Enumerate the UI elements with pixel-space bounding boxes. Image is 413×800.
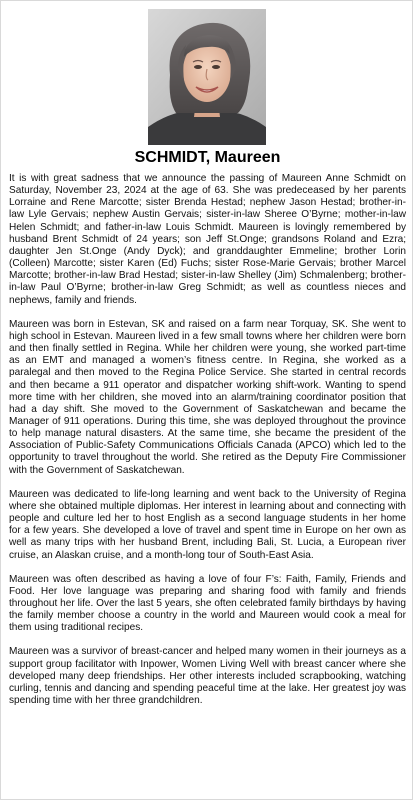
deceased-name: SCHMIDT, Maureen [134, 149, 281, 166]
portrait-photo [148, 9, 266, 145]
paragraph-life-career: Maureen was born in Estevan, SK and raised on a farm near Torquay, SK. She went to high school in Estevan. Maureen lived in a few small towns where her children were born and then finally settled in Regina. While her children were young, she worked part-time as an EMT and managed a women’s fitness centre. In Regina, she worked as a paralegal and then moved to the Regina Police Service. She started in central records and then became a 911 operator and dispatcher working shift-work. Wanting to spend more time with her children, she moved into an alarm/training coordinator position that had a day shift. She moved to the Government of Saskatchewan and became the Manager of 911 operations. During this time, she was deployed throughout the province to help manage natural disasters. At the same time, she became the president of the Association of Public-Safety Communications Officials Canada (APCO) which led to the opportunity to travel throughout the world. She retired as the Deputy Fire Commissioner with the Government of Saskatchewan. [9, 318, 406, 476]
paragraph-family: It is with great sadness that we announce the passing of Maureen Anne Schmidt on Saturday, November 23, 2024 at the age of 63. She was predeceased by her parents Lorraine and Rene Marcotte; sister Brenda Hestad; nephew Jason Hestad; brother-in-law Lyle Gervais; nephew Austin Gervais; sister-in-law Sheree O’Byrne; mother-in-law Helen Schmidt; and father-in-law Louis Schmidt. Maureen is lovingly remembered by husband Brent Schmidt of 24 years; son Jeff St.Onge; grandsons Roland and Ezra; daughter Jen St.Onge (Andy Dyck); and granddaughter Emmeline; brother Lorin (Colleen) Marcotte; sister Karen (Ed) Fuchs; sister Rose-Marie Gervais; brother Marcel Marcotte; brother-in-law Brad Hestad; sister-in-law Shelley (Jim) Schmalenberg; brother-in-law Paul O’Byrne; brother-in-law Greg Schmidt; as well as countless nieces and nephews, family and friends. [9, 173, 406, 306]
paragraph-four-fs: Maureen was often described as having a love of four F’s: Faith, Family, Friends and Food. Her love language was preparing and sharing food with family and friends throughout her life. Over the last 5 years, she often celebrated family birthdays by having the family member choose a country in the world and Maureen would cook a meal for them using traditional recipes. [9, 573, 406, 634]
obituary-text [9, 173, 406, 707]
paragraph-learning-travel: Maureen was dedicated to life-long learning and went back to the University of Regina where she obtained multiple diplomas. Her interest in learning about and connecting with people and culture led her to host English as a second language students in her home for a few years. She developed a love of travel and spent time in Europe on her own as well as many trips with her husband Brent, including Bali, St. Lucia, a European river cruise, an Alaskan cruise, and a month-long tour of South-East Asia. [9, 488, 406, 561]
paragraph-interests: Maureen was a survivor of breast-cancer and helped many women in their journeys as a support group facilitator with Inpower, Women Living Well with breast cancer where she developed many deep friendships. Her other interests included scrapbooking, watching curling, tennis and dancing and spending peaceful time at the lake. Her greatest joy was spending time with her three grandchildren. [9, 646, 406, 707]
